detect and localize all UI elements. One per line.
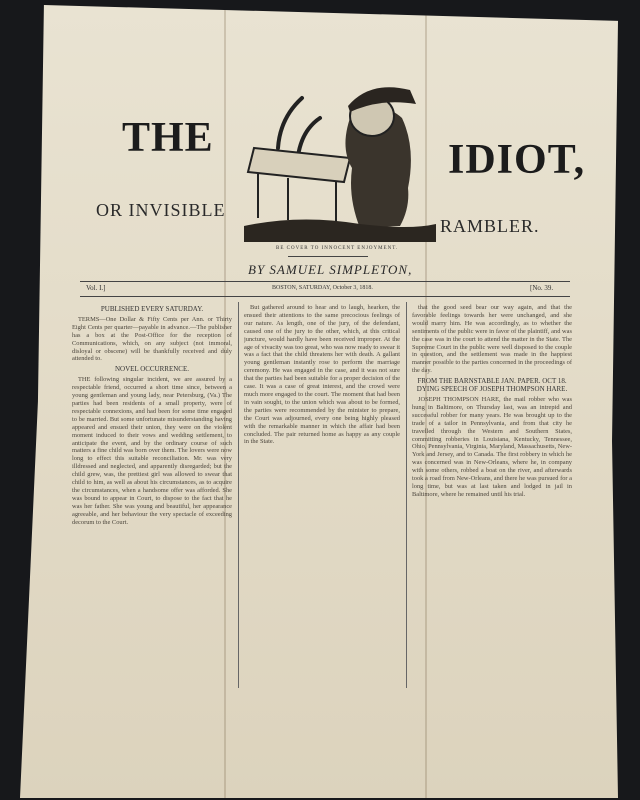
- illustration-ground: [244, 219, 436, 242]
- column-divider: [406, 302, 407, 688]
- dying-speech-heading: FROM THE BARNSTABLE JAN. PAPER. OCT 18. DYING SPEECH OF JOSEPH THOMPSON HARE.: [416, 377, 568, 394]
- masthead-illustration: [240, 78, 440, 248]
- article-body-continued: that the good seed bear our way again, and that the favorable feelings towards her were unchanged, and she would marry him. He was accordingly, as to whether the sentiments of the public were in favor of the plaintiff, and was the case was in the court to attend the matter in the State. The Supreme Court in the public were well disposed to the couple in question, and the settlement was made in the happiest manner possible to the parties concerned in the proceedings of the day.: [412, 304, 572, 375]
- article-body-continued: But gathered around to hear and to laugh, hearken, the ensued their attentions to the same precocious feelings of our nature. As length, one of the jury, of the defendant, caused one of the jury to the other, which, at this critical juncture, would hardly have been received improper. At the age of vivacity was too great, who was now ready to swear it was a fact that the child threatens her with death. A gallant young gentleman instantly rose to perform the marriage ceremony. He was engaged in the case, and it was not sure that the parties had been suitable for a proper decision of the case. It was a case of great interest, and the crowd were much more engaged to the court. The moment that had been in vain sought, to the union which was about to be formed, the parties were recommended by the minister to prepare, the Court was adjourned, every one being highly pleased with the remarkable manner in which the affair had been concluded. The pair returned home as happy as any couple in the State.: [244, 304, 400, 446]
- illustration-desk: [248, 148, 350, 182]
- terms-paragraph: TERMS—One Dollar & Fifty Cents per Ann. or Thirty Eight Cents per quarter—payable in advance.—The publisher has a box at the Post-Office for the reception of Communications, which, on any subject (not immoral, disloyal or obscene) will be thankfully received and duly attended to.: [72, 315, 232, 363]
- dateline-rule-bottom: [80, 296, 570, 297]
- volume-number: Vol. I.]: [86, 284, 106, 292]
- article-heading: NOVEL OCCURRENCE.: [114, 365, 190, 374]
- dateline-rule-top: [80, 281, 570, 282]
- illustration-desk-legs: [258, 174, 336, 224]
- issue-number: [No. 39.: [530, 284, 554, 292]
- column-2: [244, 304, 400, 690]
- masthead-subtitle-left: OR INVISIBLE: [96, 200, 226, 220]
- masthead-motto: BE COVER TO INNOCENT ENJOYMENT.: [276, 246, 399, 251]
- masthead-byline: BY SAMUEL SIMPLETON,: [248, 262, 413, 277]
- column-3: [412, 304, 572, 690]
- motto-rule: [288, 256, 368, 257]
- publication-notice-heading: PUBLISHED EVERY SATURDAY.: [100, 305, 204, 313]
- masthead-title-left: THE: [122, 115, 214, 161]
- place-date: BOSTON, SATURDAY, October 3, 1818.: [272, 285, 373, 291]
- masthead-subtitle-right: RAMBLER.: [440, 216, 540, 236]
- article-body: THE following singular incident, we are assured by a respectable friend, occurred a short time since, between a young gentleman and young lady, near Petersburg, (Va.) The parties had been residents of a small property, were of respectable connexions, and had been for some time engaged to be married. But some unfortunate misunderstanding having appeared and ensued their union, they were on the violent moment induced to their vows and wedding settlement, to anticipate the event, and by the ordinary course of such matters a fine child was born over them. The lovers were now long to effect this suitable reconciliation. Mr. was very illdressed and neglected, and apparently disregarded; but the child grew, was, the prettiest girl was allowed to swear that child to him, as well as about his circumstances, as to acquire the circumstances, when a handsome offer was afforded. She was bound to appear in Court, to dispose to the fact that he was her father. She was young and beautiful, her appearance agreeable, and her behaviour the very spectacle of exceeding decorum to the Court.: [72, 376, 232, 526]
- column-1: [72, 304, 232, 690]
- illustration-quill: [278, 98, 320, 156]
- dying-speech-body: JOSEPH THOMPSON HARE, the mail robber who was hung in Baltimore, on Thursday last, was an intrepid and successful robber for many years. He was brought up to the trade of a tailor in Pennsylvania, and from that city he travelled through the Western and Southern States, committing robberies in Louisiana, Kentucky, Tennessee, Ohio, Pennsylvania, Virginia, Maryland, Massachusetts, New-York and Jersey, and to Canada. The first robbery in which he was concerned was in New-Orleans, where he, in company with some others, robbed a boat on the river, and afterwards took a road from New-Orleans, and there he was pursued for a long time, but was at last taken and lodged in jail in Baltimore, where he remained until his trial.: [412, 395, 572, 498]
- masthead-title-right: IDIOT,: [448, 137, 586, 183]
- column-divider: [238, 302, 239, 688]
